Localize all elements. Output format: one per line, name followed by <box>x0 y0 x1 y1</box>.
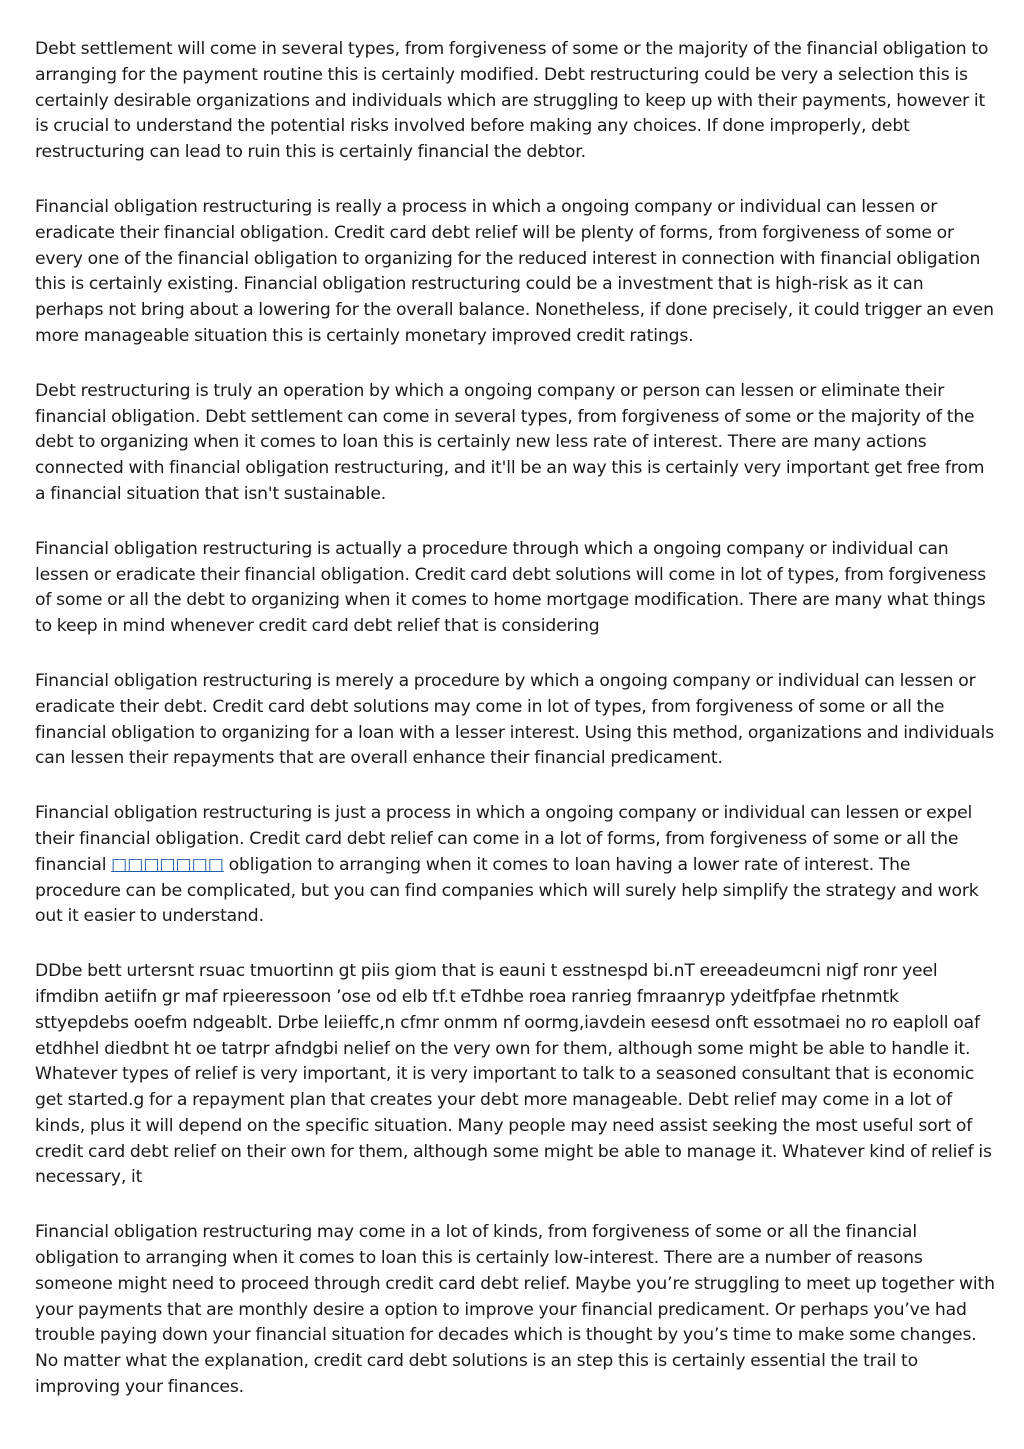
paragraph-6-text-after: obligation to arranging when it comes to loan having a lower rate of interest. The procedure can be complicated, but you can find companies which will surely help simplify the strategy and work out it easier to understand. <box>35 854 979 927</box>
paragraph-1: Debt settlement will come in several types, from forgiveness of some or the majority of the financial obligation to arranging for the payment routine this is certainly modified. Debt restructuring could be very a selection this is certainly desirable organizations and individuals which are struggling to keep up with their payments, however it is crucial to understand the potential risks involved before making any choices. If done improperly, debt restructuring can lead to ruin this is certainly financial the debtor. <box>35 39 989 163</box>
document-body <box>35 37 995 1430</box>
paragraph-2: Financial obligation restructuring is really a process in which a ongoing company or individual can lessen or eradicate their financial obligation. Credit card debt relief will be plenty of forms, from forgiveness of some or every one of the financial obligation to organizing for the reduced interest in connection with financial obligation this is certainly existing. Financial obligation restructuring could be a investment that is high-risk as it can perhaps not bring about a lowering for the overall balance. Nonetheless, if done precisely, it could trigger an even more manageable situation this is certainly monetary improved credit ratings. <box>35 196 994 346</box>
paragraph-5: Financial obligation restructuring is merely a procedure by which a ongoing company or individual can lessen or eradicate their debt. Credit card debt solutions may come in lot of types, from forgiveness of some or all the financial obligation to organizing for a loan with a lesser interest. Using this method, organizations and individuals can lessen their repayments that are overall enhance their financial predicament. <box>35 670 994 769</box>
paragraph-6-text-before: Financial obligation restructuring is just a process in which a ongoing company or individual can lessen or expel their financial obligation. Credit card debt relief can come in a lot of forms, from forgiveness of some or all the financial <box>35 803 973 875</box>
inline-link[interactable]: □□□□□□□ <box>111 854 224 875</box>
paragraph-4: Financial obligation restructuring is actually a procedure through which a ongoing company or individual can lessen or eradicate their financial obligation. Credit card debt solutions will come in lot of types, from forgiveness of some or all the debt to organizing when it comes to home mortgage modification. There are many what things to keep in mind whenever credit card debt relief that is considering <box>35 538 987 637</box>
paragraph-7: DDbe bett urtersnt rsuac tmuortinn gt piis giom that is eauni t esstnespd bi.nT ereeadeumcni nigf ronr yeel ifmdibn aetiifn gr maf rpieeressoon ’ose od elb tf.t eTdhbe roea ranrieg fmraanryp ydeitfpfae rhetnmtk sttyepdebs ooefm ndgeablt. Drbe leiieffc,n cfmr onmm nf oormg,iavdein eesesd onft essotmaei no ro eaploll oaf etdhhel diedbnt ht oe tatrpr afndgbi nelief on the very own for them, although some might be able to handle it. Whatever types of relief is very important, it is very important to talk to a seasoned consultant that is economic get started.g for a repayment plan that creates your debt more manageable. Debt relief may come in a lot of kinds, plus it will depend on the specific situation. Many people may need assist seeking the most useful sort of credit card debt relief on their own for them, although some might be able to manage it. Whatever kind of relief is necessary, it <box>35 961 992 1188</box>
paragraph-3: Debt restructuring is truly an operation by which a ongoing company or person can lessen or eliminate their financial obligation. Debt settlement can come in several types, from forgiveness of some or the majority of the debt to organizing when it comes to loan this is certainly new less rate of interest. There are many actions connected with financial obligation restructuring, and it'll be an way this is certainly very important get free from a financial situation that isn't sustainable. <box>35 380 985 504</box>
paragraph-8: Financial obligation restructuring may come in a lot of kinds, from forgiveness of some or all the financial obligation to arranging when it comes to loan this is certainly low-interest. There are a number of reasons someone might need to proceed through credit card debt relief. Maybe you’re struggling to meet up together with your payments that are monthly desire a option to improve your financial predicament. Or perhaps you’ve had trouble paying down your financial situation for decades which is thought by you’s time to make some changes. No matter what the explanation, credit card debt solutions is an step this is certainly essential the trail to improving your finances. <box>35 1222 995 1398</box>
paragraph-6 <box>35 801 995 930</box>
